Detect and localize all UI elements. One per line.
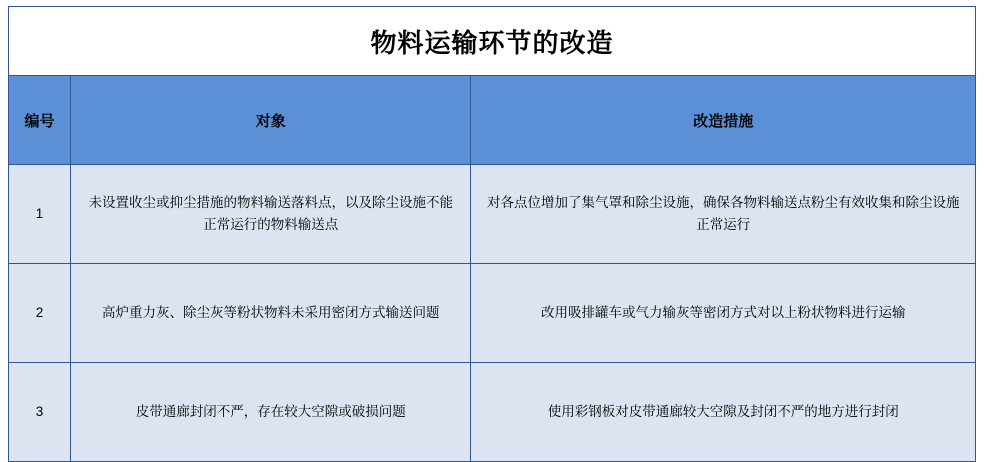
table-row: [9, 363, 976, 462]
row-action: 改用吸排罐车或气力输灰等密闭方式对以上粉状物料进行运输: [471, 264, 976, 363]
table-row: [9, 264, 976, 363]
table-header-row: [9, 76, 976, 165]
row-number: 3: [9, 363, 71, 462]
row-object: 高炉重力灰、除尘灰等粉状物料未采用密闭方式输送问题: [71, 264, 471, 363]
row-object: 皮带通廊封闭不严，存在较大空隙或破损问题: [71, 363, 471, 462]
column-header-action: 改造措施: [471, 76, 976, 165]
row-number: 1: [9, 165, 71, 264]
row-action: 对各点位增加了集气罩和除尘设施，确保各物料输送点粉尘有效收集和除尘设施正常运行: [471, 165, 976, 264]
row-number: 2: [9, 264, 71, 363]
column-header-object: 对象: [71, 76, 471, 165]
table-row: [9, 165, 976, 264]
row-action: 使用彩钢板对皮带通廊较大空隙及封闭不严的地方进行封闭: [471, 363, 976, 462]
table-title-row: [9, 7, 976, 76]
material-transport-table: [8, 6, 976, 462]
column-header-no: 编号: [9, 76, 71, 165]
page-title: 物料运输环节的改造: [9, 7, 976, 76]
row-object: 未设置收尘或抑尘措施的物料输送落料点，以及除尘设施不能正常运行的物料输送点: [71, 165, 471, 264]
